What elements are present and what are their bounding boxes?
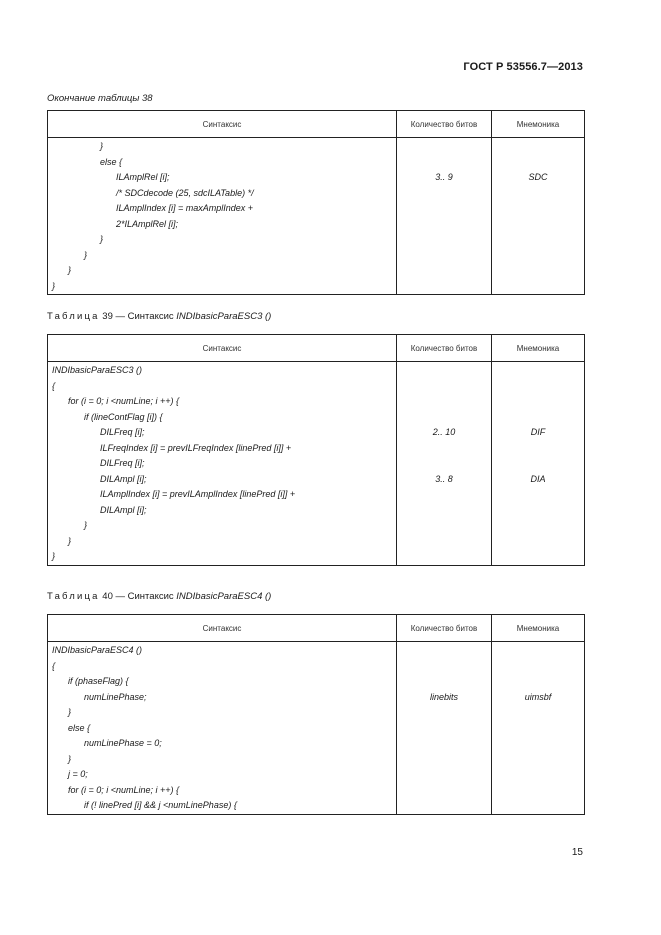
table-row bbox=[48, 410, 585, 426]
table40-caption-function: INDIbasicParaESC4 () bbox=[176, 591, 272, 602]
mnemonic-cell bbox=[492, 752, 585, 768]
table-row bbox=[48, 798, 585, 814]
mnemonic-cell bbox=[492, 441, 585, 457]
table40-caption-label: Таблица bbox=[47, 591, 100, 602]
table-row bbox=[48, 534, 585, 550]
mnemonic-cell bbox=[492, 263, 585, 279]
syntax-cell: DILFreq [i]; bbox=[48, 425, 397, 441]
table-row bbox=[48, 263, 585, 279]
table-row bbox=[48, 518, 585, 534]
mnemonic-cell bbox=[492, 487, 585, 503]
column-header-syntax: Синтаксис bbox=[48, 615, 397, 642]
column-header-mnemonic: Мнемоника bbox=[492, 111, 585, 138]
bits-cell bbox=[397, 138, 492, 155]
table-row bbox=[48, 736, 585, 752]
syntax-cell: } bbox=[48, 248, 397, 264]
table-row bbox=[48, 767, 585, 783]
table40-caption-title: 40 — Синтаксис bbox=[102, 591, 174, 602]
table-row bbox=[48, 752, 585, 768]
syntax-cell: j = 0; bbox=[48, 767, 397, 783]
table-row bbox=[48, 503, 585, 519]
bits-cell bbox=[397, 705, 492, 721]
syntax-cell: } bbox=[48, 232, 397, 248]
mnemonic-cell bbox=[492, 232, 585, 248]
syntax-cell: numLinePhase; bbox=[48, 690, 397, 706]
bits-cell bbox=[397, 659, 492, 675]
syntax-cell: numLinePhase = 0; bbox=[48, 736, 397, 752]
syntax-cell: ILAmplIndex [i] = prevILAmplIndex [linePred [i]] + bbox=[48, 487, 397, 503]
syntax-cell: } bbox=[48, 518, 397, 534]
syntax-cell: } bbox=[48, 279, 397, 295]
table-row bbox=[48, 642, 585, 659]
syntax-cell: /* SDCdecode (25, sdcILATable) */ bbox=[48, 186, 397, 202]
syntax-cell: for (i = 0; i <numLine; i ++) { bbox=[48, 394, 397, 410]
table-row bbox=[48, 659, 585, 675]
table-row bbox=[48, 456, 585, 472]
bits-cell bbox=[397, 752, 492, 768]
table-row bbox=[48, 472, 585, 488]
mnemonic-cell bbox=[492, 767, 585, 783]
bits-cell bbox=[397, 441, 492, 457]
table40-body bbox=[48, 642, 585, 815]
bits-cell bbox=[397, 674, 492, 690]
table-row bbox=[48, 217, 585, 233]
mnemonic-cell bbox=[492, 721, 585, 737]
mnemonic-cell bbox=[492, 503, 585, 519]
mnemonic-cell bbox=[492, 186, 585, 202]
mnemonic-cell bbox=[492, 783, 585, 799]
bits-cell bbox=[397, 518, 492, 534]
table-row bbox=[48, 783, 585, 799]
mnemonic-cell bbox=[492, 279, 585, 295]
mnemonic-cell bbox=[492, 642, 585, 659]
column-header-bits: Количество битов bbox=[397, 335, 492, 362]
table-row bbox=[48, 379, 585, 395]
table-row bbox=[48, 248, 585, 264]
table-row bbox=[48, 155, 585, 171]
mnemonic-cell bbox=[492, 410, 585, 426]
table-row bbox=[48, 705, 585, 721]
table38 bbox=[47, 110, 585, 295]
bits-cell bbox=[397, 410, 492, 426]
table39-caption-label: Таблица bbox=[47, 311, 100, 322]
syntax-cell: ILAmplRel [i]; bbox=[48, 170, 397, 186]
syntax-cell: } bbox=[48, 549, 397, 565]
syntax-cell: INDIbasicParaESC3 () bbox=[48, 362, 397, 379]
syntax-cell: { bbox=[48, 659, 397, 675]
table-row bbox=[48, 138, 585, 155]
bits-cell bbox=[397, 487, 492, 503]
bits-cell bbox=[397, 217, 492, 233]
mnemonic-cell bbox=[492, 534, 585, 550]
bits-cell bbox=[397, 642, 492, 659]
table-row bbox=[48, 487, 585, 503]
table39-caption-title: 39 — Синтаксис bbox=[102, 311, 174, 322]
page-number: 15 bbox=[571, 847, 583, 858]
syntax-cell: if (lineContFlag [i]) { bbox=[48, 410, 397, 426]
mnemonic-cell bbox=[492, 736, 585, 752]
table-row bbox=[48, 721, 585, 737]
table-row bbox=[48, 549, 585, 565]
bits-cell bbox=[397, 721, 492, 737]
column-header-mnemonic: Мнемоника bbox=[492, 615, 585, 642]
syntax-cell: DILFreq [i]; bbox=[48, 456, 397, 472]
bits-cell bbox=[397, 362, 492, 379]
syntax-cell: INDIbasicParaESC4 () bbox=[48, 642, 397, 659]
mnemonic-cell: uimsbf bbox=[492, 690, 585, 706]
mnemonic-cell bbox=[492, 394, 585, 410]
syntax-cell: } bbox=[48, 138, 397, 155]
syntax-cell: ILFreqIndex [i] = prevILFreqIndex [linePred [i]] + bbox=[48, 441, 397, 457]
bits-cell bbox=[397, 263, 492, 279]
syntax-cell: { bbox=[48, 379, 397, 395]
syntax-cell: DILAmpl [i]; bbox=[48, 472, 397, 488]
table-row bbox=[48, 394, 585, 410]
table-row bbox=[48, 201, 585, 217]
table-row bbox=[48, 425, 585, 441]
table39-body bbox=[48, 362, 585, 566]
table40 bbox=[47, 614, 585, 815]
mnemonic-cell: SDC bbox=[492, 170, 585, 186]
bits-cell: linebits bbox=[397, 690, 492, 706]
table-row bbox=[48, 186, 585, 202]
bits-cell bbox=[397, 279, 492, 295]
table40-caption bbox=[47, 591, 271, 602]
table-row bbox=[48, 170, 585, 186]
bits-cell bbox=[397, 549, 492, 565]
table-row bbox=[48, 441, 585, 457]
table-row bbox=[48, 279, 585, 295]
mnemonic-cell bbox=[492, 674, 585, 690]
bits-cell bbox=[397, 767, 492, 783]
mnemonic-cell bbox=[492, 549, 585, 565]
mnemonic-cell bbox=[492, 798, 585, 814]
table39-caption bbox=[47, 311, 271, 322]
bits-cell bbox=[397, 503, 492, 519]
bits-cell bbox=[397, 248, 492, 264]
column-header-syntax: Синтаксис bbox=[48, 111, 397, 138]
table39-caption-function: INDIbasicParaESC3 () bbox=[176, 311, 272, 322]
mnemonic-cell: DIA bbox=[492, 472, 585, 488]
bits-cell bbox=[397, 379, 492, 395]
bits-cell bbox=[397, 736, 492, 752]
mnemonic-cell: DIF bbox=[492, 425, 585, 441]
mnemonic-cell bbox=[492, 705, 585, 721]
syntax-cell: else { bbox=[48, 721, 397, 737]
table39 bbox=[47, 334, 585, 566]
syntax-cell: for (i = 0; i <numLine; i ++) { bbox=[48, 783, 397, 799]
bits-cell bbox=[397, 783, 492, 799]
table-row bbox=[48, 232, 585, 248]
bits-cell bbox=[397, 232, 492, 248]
mnemonic-cell bbox=[492, 456, 585, 472]
table-row bbox=[48, 690, 585, 706]
mnemonic-cell bbox=[492, 138, 585, 155]
syntax-cell: } bbox=[48, 705, 397, 721]
table38-body bbox=[48, 138, 585, 295]
column-header-bits: Количество битов bbox=[397, 615, 492, 642]
mnemonic-cell bbox=[492, 379, 585, 395]
syntax-cell: else { bbox=[48, 155, 397, 171]
bits-cell bbox=[397, 186, 492, 202]
syntax-cell: ILAmplIndex [i] = maxAmplIndex + bbox=[48, 201, 397, 217]
bits-cell bbox=[397, 155, 492, 171]
mnemonic-cell bbox=[492, 217, 585, 233]
bits-cell bbox=[397, 798, 492, 814]
syntax-cell: 2*ILAmplRel [i]; bbox=[48, 217, 397, 233]
mnemonic-cell bbox=[492, 248, 585, 264]
bits-cell bbox=[397, 456, 492, 472]
bits-cell: 2.. 10 bbox=[397, 425, 492, 441]
table38-caption: Окончание таблицы 38 bbox=[47, 93, 153, 104]
bits-cell bbox=[397, 201, 492, 217]
column-header-bits: Количество битов bbox=[397, 111, 492, 138]
mnemonic-cell bbox=[492, 659, 585, 675]
mnemonic-cell bbox=[492, 362, 585, 379]
mnemonic-cell bbox=[492, 201, 585, 217]
syntax-cell: } bbox=[48, 752, 397, 768]
syntax-cell: if (! linePred [i] && j <numLinePhase) { bbox=[48, 798, 397, 814]
bits-cell: 3.. 8 bbox=[397, 472, 492, 488]
bits-cell: 3.. 9 bbox=[397, 170, 492, 186]
syntax-cell: } bbox=[48, 534, 397, 550]
bits-cell bbox=[397, 534, 492, 550]
syntax-cell: DILAmpl [i]; bbox=[48, 503, 397, 519]
column-header-mnemonic: Мнемоника bbox=[492, 335, 585, 362]
table-row bbox=[48, 362, 585, 379]
document-standard-header: ГОСТ Р 53556.7—2013 bbox=[463, 61, 583, 73]
mnemonic-cell bbox=[492, 155, 585, 171]
column-header-syntax: Синтаксис bbox=[48, 335, 397, 362]
syntax-cell: } bbox=[48, 263, 397, 279]
syntax-cell: if (phaseFlag) { bbox=[48, 674, 397, 690]
mnemonic-cell bbox=[492, 518, 585, 534]
bits-cell bbox=[397, 394, 492, 410]
table-row bbox=[48, 674, 585, 690]
